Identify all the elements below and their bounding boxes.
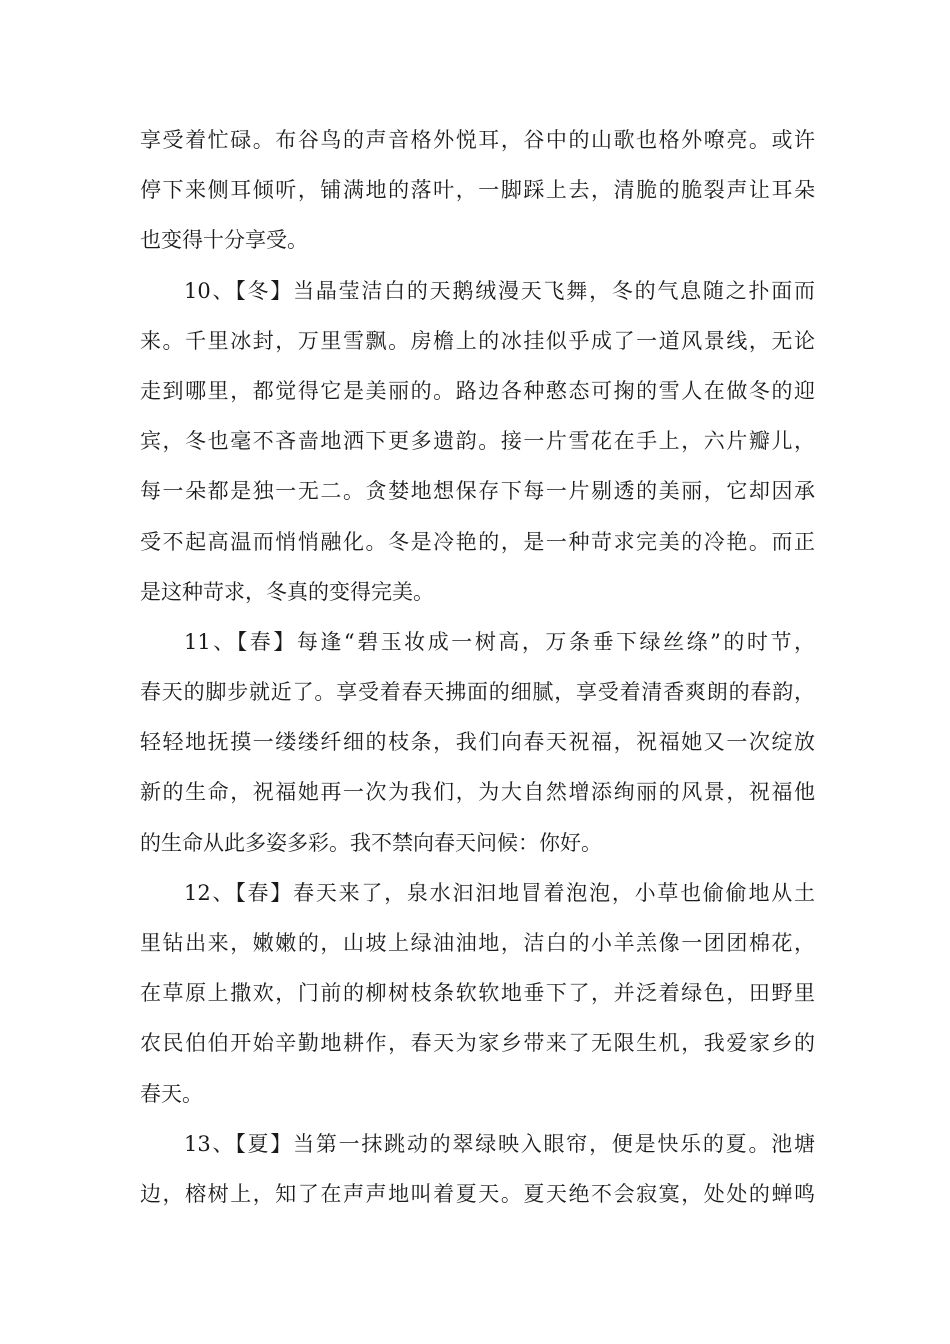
text-line: 轻轻地抚摸一缕缕纤细的枝条，我们向春天祝福，祝福她又一次绽放 bbox=[140, 730, 815, 755]
text-line: 的生命从此多姿多彩。我不禁向春天问候：你好。 bbox=[140, 830, 602, 855]
body-text bbox=[140, 115, 815, 1219]
text-line: 宾，冬也毫不吝啬地洒下更多遗韵。接一片雪花在手上，六片瓣儿， bbox=[140, 429, 815, 454]
text-line: 享受着忙碌。布谷鸟的声音格外悦耳，谷中的山歌也格外嘹亮。或许 bbox=[140, 128, 815, 152]
text-line: 里钻出来，嫩嫩的，山坡上绿油油地，洁白的小羊羔像一团团棉花， bbox=[140, 931, 815, 955]
text-line: 12、【春】春天来了，泉水汩汩地冒着泡泡，小草也偷偷地从土 bbox=[184, 880, 815, 905]
text-line: 新的生命，祝福她再一次为我们，为大自然增添绚丽的风景，祝福他 bbox=[140, 780, 815, 805]
text-line: 在草原上撒欢，门前的柳树枝条软软地垂下了，并泛着绿色，田野里 bbox=[140, 981, 815, 1006]
text-line: 13、【夏】当第一抹跳动的翠绿映入眼帘，便是快乐的夏。池塘 bbox=[184, 1131, 815, 1156]
text-line: 边，榕树上，知了在声声地叫着夏天。夏天绝不会寂寞，处处的蝉鸣 bbox=[140, 1181, 815, 1206]
text-line: 走到哪里，都觉得它是美丽的。路边各种憨态可掬的雪人在做冬的迎 bbox=[140, 378, 815, 403]
text-line: 受不起高温而悄悄融化。冬是冷艳的，是一种苛求完美的冷艳。而正 bbox=[140, 529, 815, 554]
text-line: 也变得十分享受。 bbox=[140, 228, 308, 253]
text-line: 春天。 bbox=[140, 1081, 203, 1106]
text-line: 是这种苛求，冬真的变得完美。 bbox=[140, 579, 434, 604]
text-line: 11、【春】每逢“碧玉妆成一树高，万条垂下绿丝绦”的时节， bbox=[184, 629, 815, 654]
text-line: 每一朵都是独一无二。贪婪地想保存下每一片剔透的美丽，它却因承 bbox=[140, 479, 815, 504]
text-line: 停下来侧耳倾听，铺满地的落叶，一脚踩上去，清脆的脆裂声让耳朵 bbox=[140, 178, 815, 203]
text-line: 农民伯伯开始辛勤地耕作，春天为家乡带来了无限生机，我爱家乡的 bbox=[140, 1031, 815, 1056]
text-line: 10、【冬】当晶莹洁白的天鹅绒漫天飞舞，冬的气息随之扑面而 bbox=[184, 278, 815, 303]
text-line: 来。千里冰封，万里雪飘。房檐上的冰挂似乎成了一道风景线，无论 bbox=[140, 328, 815, 353]
text-line: 春天的脚步就近了。享受着春天拂面的细腻，享受着清香爽朗的春韵， bbox=[140, 680, 815, 705]
